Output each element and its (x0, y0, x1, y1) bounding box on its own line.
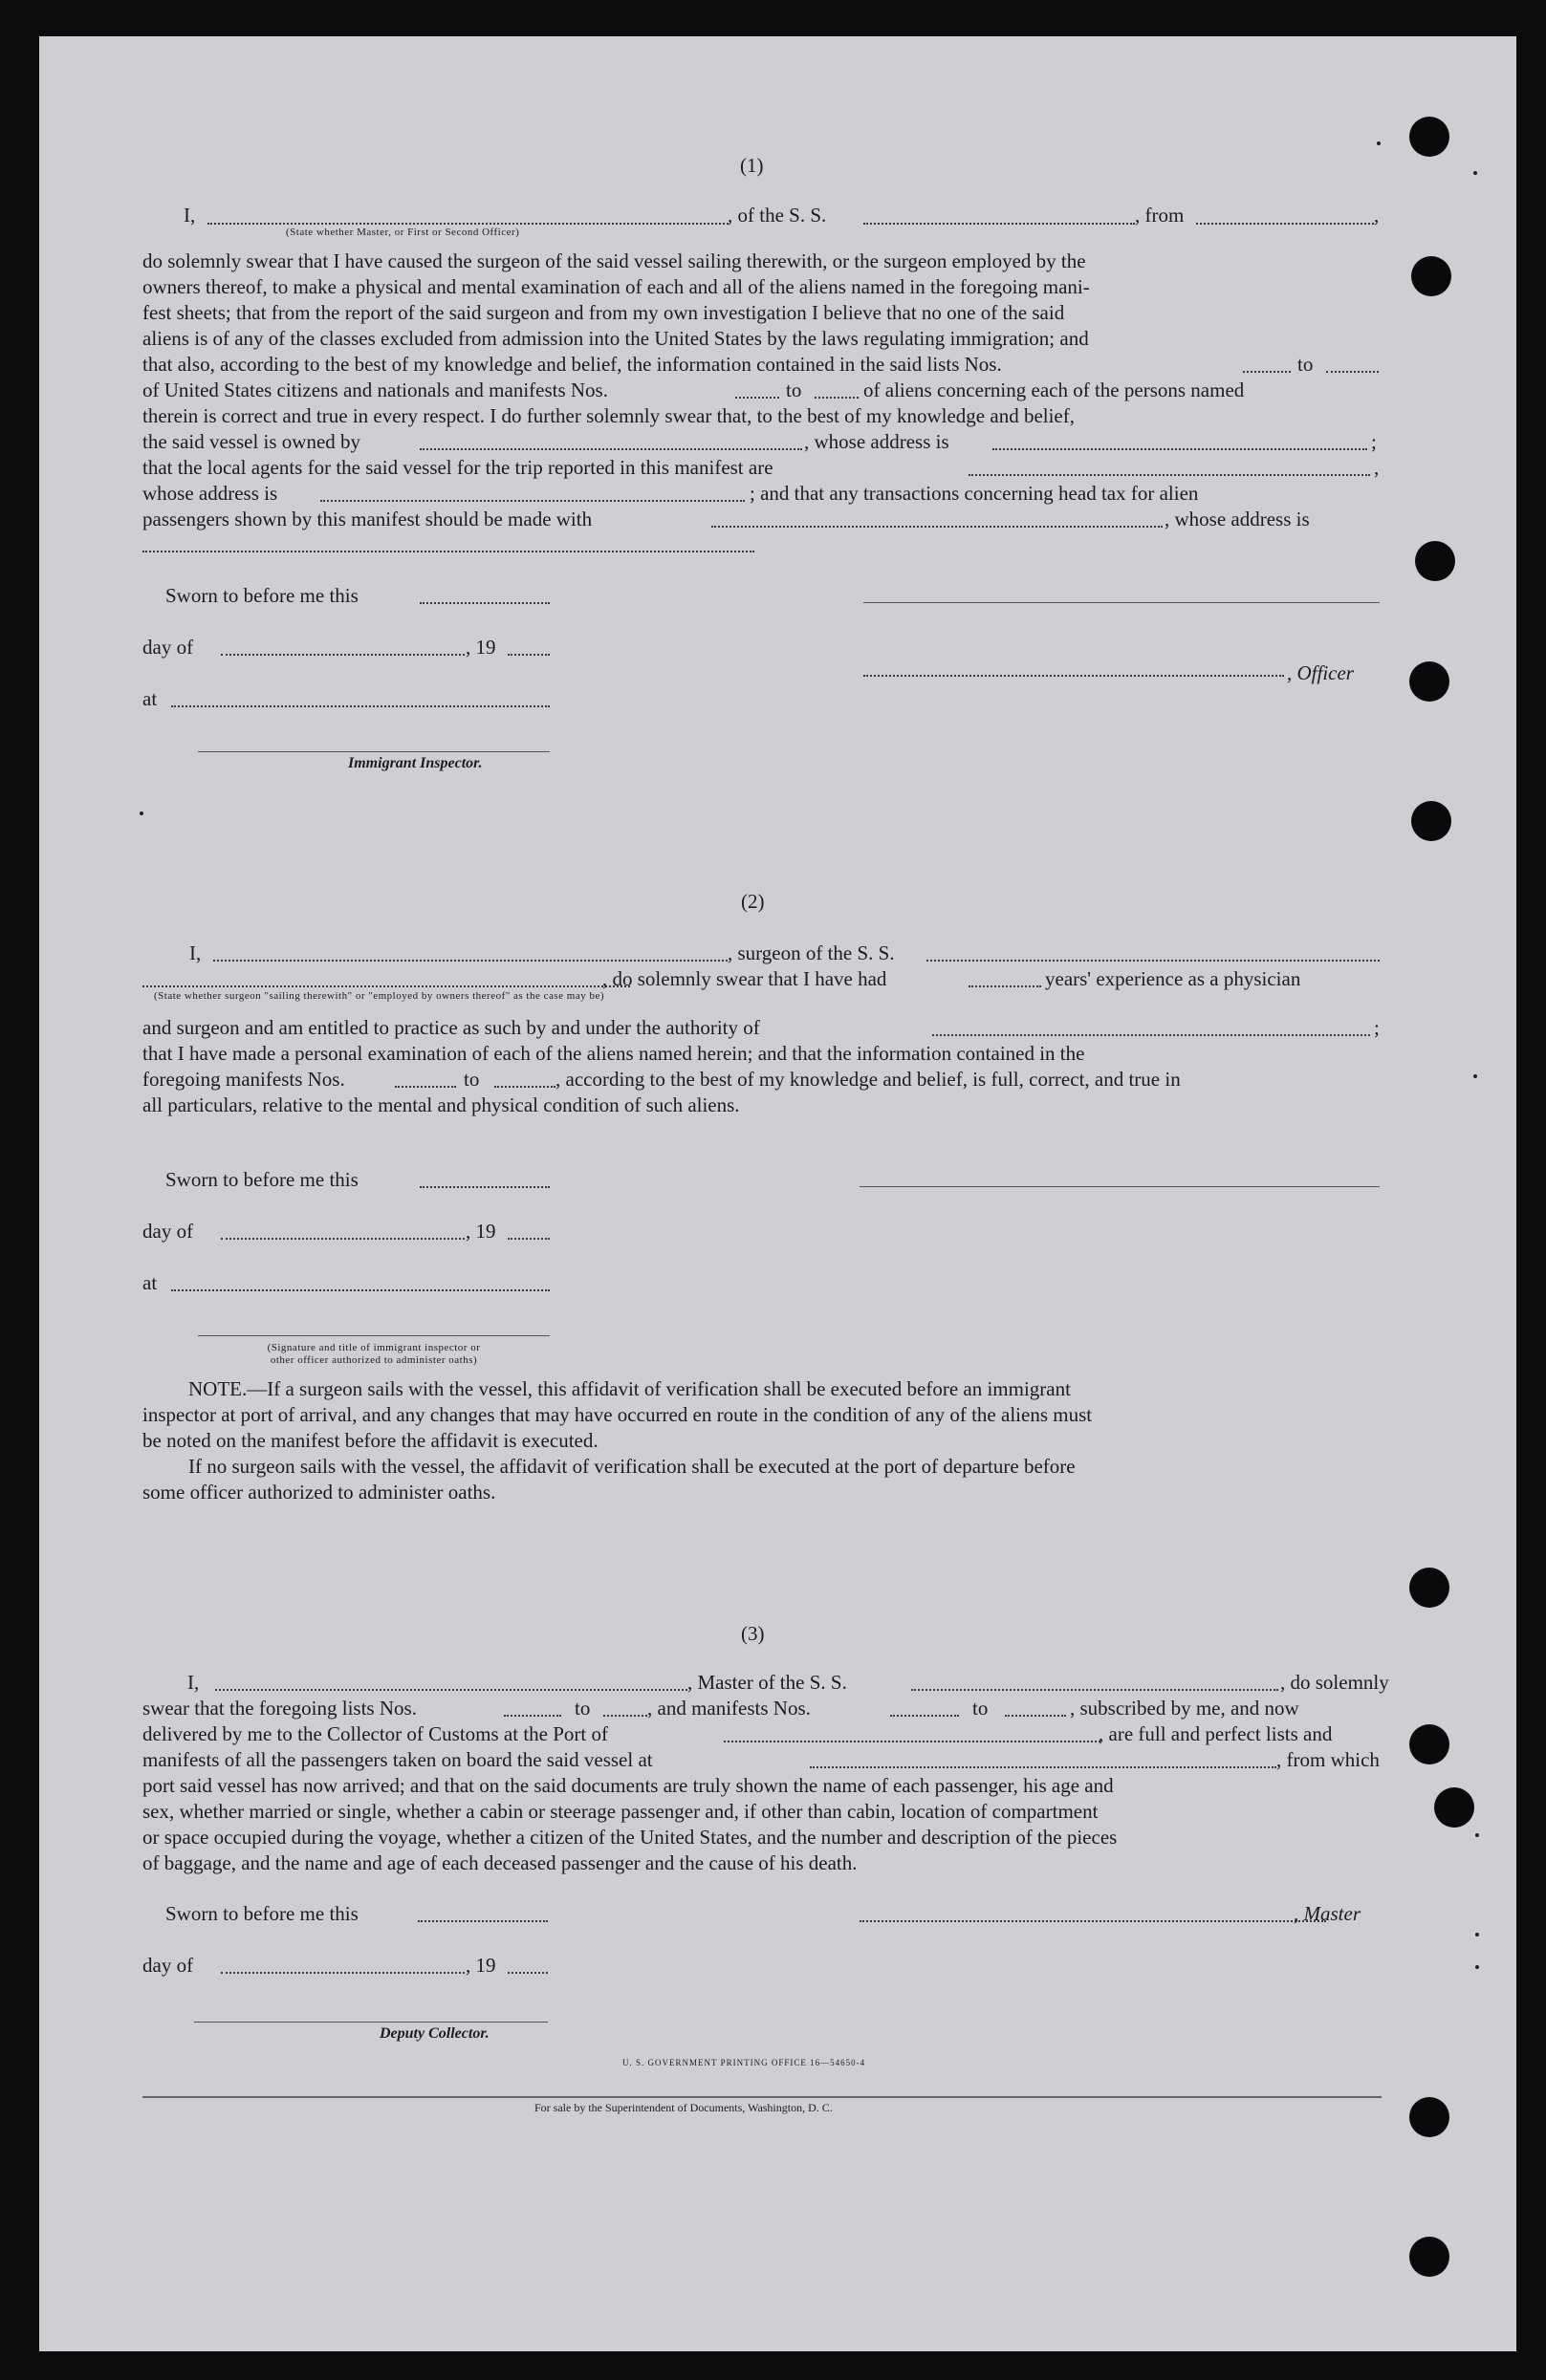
binder-hole (1409, 2097, 1449, 2137)
s2-particulars: all particulars, relative to the mental and physical condition of such aliens. (142, 1093, 740, 1116)
s3-manifests-to-blank (1005, 1715, 1066, 1717)
s3-day-blank (221, 1972, 465, 1974)
speck (1475, 1933, 1479, 1936)
s1-body-2: owners thereof, to make a physical and mental examination of each and all of the aliens named in the foregoing mani- (142, 275, 1090, 298)
s3-to-2: to (972, 1697, 989, 1720)
s1-day-blank (221, 654, 465, 656)
s3-lists-from-blank (504, 1715, 561, 1717)
form-page (39, 36, 1516, 2351)
s3-delivered: delivered by me to the Collector of Customs at the Port of (142, 1722, 608, 1745)
s2-years-blank (969, 985, 1041, 987)
s3-sworn: Sworn to before me this (165, 1902, 359, 1925)
s2-manifests-label: foregoing manifests Nos. (142, 1068, 345, 1091)
s1-officer-signature-line (863, 602, 1380, 603)
s1-lists-from-blank (1243, 371, 1291, 373)
s1-semicolon: ; (1371, 430, 1377, 453)
s1-of-aliens: of aliens concerning each of the persons named (863, 379, 1245, 401)
binder-hole (1434, 1787, 1474, 1828)
s1-owned-by: the said vessel is owned by (142, 430, 361, 453)
binder-hole (1409, 117, 1449, 157)
s3-i-label: I, (187, 1671, 200, 1694)
s1-year: , 19 (466, 636, 496, 659)
s1-lists-to-blank (1326, 371, 1379, 373)
s2-day-of: day of (142, 1220, 194, 1243)
s2-sworn-blank (420, 1186, 550, 1188)
s3-ship-blank (911, 1689, 1278, 1691)
s1-agents-address-blank (320, 500, 745, 502)
binder-hole (1409, 1724, 1449, 1764)
s2-sig-note-1: (Signature and title of immigrant inspector or (267, 1342, 481, 1353)
s2-inspector-line (198, 1335, 550, 1336)
s3-from-which: , from which (1276, 1748, 1380, 1771)
s3-vessel-port-blank (810, 1766, 1276, 1768)
s1-i-label: I, (184, 204, 196, 227)
s2-at: at (142, 1271, 158, 1294)
s1-therein: therein is correct and true in every respect. I do further solemnly swear that, to the best of my knowledge and belief, (142, 404, 1075, 427)
s1-at-blank (171, 705, 550, 707)
s1-owner-address-blank (992, 448, 1367, 450)
s1-officer-label: , Officer (1287, 661, 1354, 684)
section-1-number: (1) (740, 154, 764, 177)
s2-year-blank (508, 1238, 550, 1240)
s1-local-agents: that the local agents for the said vessel for the trip reported in this manifest are (142, 456, 773, 479)
s1-at: at (142, 687, 158, 710)
s1-head-tax: ; and that any transactions concerning head tax for alien (750, 482, 1199, 505)
s1-that-also: that also, according to the best of my knowledge and belief, the information contained in the said lists Nos. (142, 353, 1002, 376)
s1-comma: , (1374, 204, 1380, 227)
s2-name-blank (213, 960, 728, 962)
s2-i-label: I, (189, 941, 202, 964)
s3-to: to (575, 1697, 591, 1720)
binder-hole (1415, 541, 1455, 581)
s1-comma-2: , (1374, 456, 1380, 479)
s3-master-label: , Master (1294, 1902, 1361, 1925)
s2-sworn: Sworn to before me this (165, 1168, 359, 1191)
s1-manifest-from-blank (735, 397, 779, 399)
s1-sworn-blank (420, 602, 550, 604)
s2-surgeon-of: , surgeon of the S. S. (728, 941, 895, 964)
s2-years: years' experience as a physician (1045, 967, 1301, 990)
s2-note-1: NOTE.—If a surgeon sails with the vessel, this affidavit of verification shall be executed before an immigrant (188, 1377, 1071, 1400)
s2-manifest-from-blank (395, 1086, 456, 1088)
s3-subscribed: , subscribed by me, and now (1070, 1697, 1299, 1720)
speck (1377, 141, 1381, 145)
speck (1475, 1833, 1479, 1837)
speck (1473, 1074, 1477, 1078)
s2-semicolon: ; (1374, 1016, 1380, 1039)
s1-whose-2: whose address is (142, 482, 278, 505)
binder-hole (1411, 801, 1451, 841)
s2-surgeon-signature-line (860, 1186, 1380, 1187)
s2-ship-blank (926, 960, 1380, 962)
s3-year: , 19 (466, 1954, 496, 1977)
s1-officer-note: (State whether Master, or First or Second Officer) (286, 227, 520, 238)
s3-master-signature-blank (860, 1920, 1326, 1922)
s3-deputy-line (194, 2022, 548, 2023)
s3-deputy-label: Deputy Collector. (380, 2025, 490, 2042)
s2-year: , 19 (466, 1220, 496, 1243)
s1-year-blank (508, 654, 550, 656)
s1-of-us: of United States citizens and nationals and manifests Nos. (142, 379, 608, 401)
s2-surgeon-type-blank (142, 985, 630, 987)
s3-body-4: of baggage, and the name and age of each deceased passenger and the cause of his death. (142, 1851, 858, 1874)
s1-from-blank (1196, 223, 1374, 225)
s1-inspector-line (198, 751, 550, 752)
s2-at-blank (171, 1289, 550, 1291)
s3-body-2: sex, whether married or single, whether a cabin or steerage passenger and, if other than cabin, location of compartment (142, 1800, 1099, 1823)
s3-sworn-blank (418, 1920, 548, 1922)
s2-authority-blank (932, 1034, 1370, 1036)
s1-body-3: fest sheets; that from the report of the said surgeon and from my own investigation I believe that no one of the said (142, 301, 1065, 324)
s2-to: to (464, 1068, 480, 1091)
s2-note-3: be noted on the manifest before the affidavit is executed. (142, 1429, 599, 1452)
speck (1473, 171, 1477, 175)
section-3-number: (3) (741, 1622, 765, 1645)
s1-from-label: , from (1135, 204, 1185, 227)
s1-to-2: to (786, 379, 802, 401)
s2-sig-note-2: other officer authorized to administer oaths) (270, 1354, 478, 1366)
gpo-imprint: U. S. GOVERNMENT PRINTING OFFICE 16—54650-4 (622, 2058, 866, 2067)
s1-to: to (1297, 353, 1314, 376)
s3-name-blank (215, 1689, 687, 1691)
s2-note-2: inspector at port of arrival, and any changes that may have occurred en route in the condition of any of the aliens must (142, 1403, 1093, 1426)
s3-lists-to-blank (603, 1715, 647, 1717)
s2-swear: , do solemnly swear that I have had (602, 967, 887, 990)
s1-of-ss-label: , of the S. S. (728, 204, 827, 227)
s1-day-of: day of (142, 636, 194, 659)
s2-note-4: If no surgeon sails with the vessel, the affidavit of verification shall be executed at the port of departure before (188, 1455, 1076, 1478)
s2-according: , according to the best of my knowledge and belief, is full, correct, and true in (555, 1068, 1181, 1091)
s2-manifest-to-blank (494, 1086, 555, 1088)
s2-authority: and surgeon and am entitled to practice as such by and under the authority of (142, 1016, 760, 1039)
speck (140, 811, 143, 815)
binder-hole (1411, 256, 1451, 296)
s2-examination: that I have made a personal examination of each of the aliens named herein; and that the information contained in the (142, 1042, 1085, 1065)
s1-whose-3: , whose address is (1165, 508, 1310, 530)
s3-lists-label: swear that the foregoing lists Nos. (142, 1697, 417, 1720)
s1-body-1: do solemnly swear that I have caused the surgeon of the said vessel sailing therewith, or the surgeon employed by the (142, 249, 1086, 272)
s1-passengers: passengers shown by this manifest should be made with (142, 508, 593, 530)
s1-ship-blank (863, 223, 1135, 225)
s3-day-of: day of (142, 1954, 194, 1977)
s2-surgeon-note: (State whether surgeon "sailing therewith" or "employed by owners thereof" as the case may be) (154, 990, 605, 1002)
s1-body-4: aliens is of any of the classes excluded from admission into the United States by the laws regulating immigration; and (142, 327, 1089, 350)
s3-body-3: or space occupied during the voyage, whether a citizen of the United States, and the number and description of the pieces (142, 1826, 1118, 1849)
s3-body-1: port said vessel has now arrived; and that on the said documents are truly shown the name of each passenger, his age and (142, 1774, 1114, 1797)
speck (1475, 1965, 1479, 1969)
s2-day-blank (221, 1238, 465, 1240)
s3-taken-on-board: manifests of all the passengers taken on board the said vessel at (142, 1748, 653, 1771)
s3-full-perfect: , are full and perfect lists and (1099, 1722, 1333, 1745)
s1-name-blank (207, 223, 729, 225)
s1-agents-blank (969, 474, 1370, 476)
s3-year-blank (508, 1972, 548, 1974)
s3-master-of: , Master of the S. S. (687, 1671, 847, 1694)
s3-manifests-from-blank (890, 1715, 959, 1717)
s1-whose-address: , whose address is (804, 430, 949, 453)
binder-hole (1409, 2237, 1449, 2277)
s1-manifest-to-blank (815, 397, 859, 399)
s1-head-tax-blank (711, 526, 1163, 528)
s1-inspector-label: Immigrant Inspector. (348, 755, 483, 771)
s3-solemnly: , do solemnly (1280, 1671, 1389, 1694)
s1-head-tax-address-blank (142, 551, 754, 552)
binder-hole (1409, 1568, 1449, 1608)
s2-note-5: some officer authorized to administer oaths. (142, 1481, 496, 1504)
sale-notice: For sale by the Superintendent of Documents, Washington, D. C. (534, 2101, 833, 2114)
s3-manifests-label: , and manifests Nos. (647, 1697, 811, 1720)
s1-sworn: Sworn to before me this (165, 584, 359, 607)
footer-rule (142, 2096, 1382, 2098)
section-2-number: (2) (741, 890, 765, 913)
binder-hole (1409, 661, 1449, 702)
s1-owner-blank (420, 448, 802, 450)
s1-officer-blank (863, 675, 1284, 677)
s3-port-blank (724, 1741, 1100, 1742)
